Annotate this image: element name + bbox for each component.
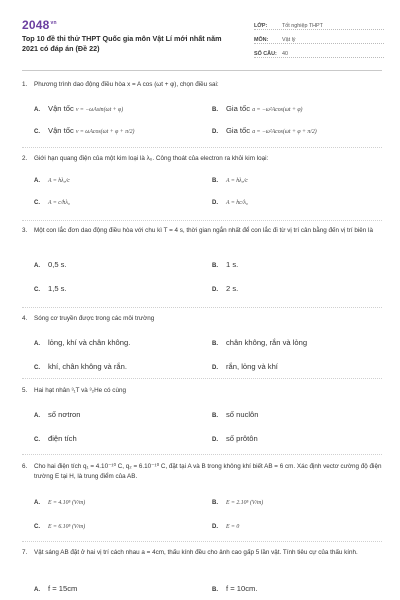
- header-divider: [22, 70, 382, 71]
- meta-class: LỚP: Tốt nghiệp THPT: [254, 18, 384, 30]
- answer-option-d[interactable]: D. 2 s.: [212, 284, 239, 293]
- answer-option-c[interactable]: C. A = c/hλ₀: [34, 200, 70, 206]
- answer-option-a[interactable]: A. Vận tốc v = −ωAsin(ωt + φ): [34, 104, 124, 113]
- question-2: 2. Giới hạn quang điện của một kim loại là λ₀. Công thoát của electron ra khỏi kim loại: A. A = hλ₀/c B. A = hλ₀/c C. A = c/hλ₀ D. A = hc/λ₀: [22, 154, 382, 164]
- answer-option-a[interactable]: A. E = 4.10⁵ (V/m): [34, 500, 86, 506]
- meta-question-count: SỐ CÂU: 40: [254, 46, 384, 58]
- question-stem: Giới hạn quang điện của một kim loại là λ₀. Công thoát của electron ra khỏi kim loại:: [34, 155, 269, 162]
- question-stem: Sóng cơ truyền được trong các môi trường: [34, 315, 155, 322]
- question-divider: [22, 378, 382, 379]
- answer-option-c[interactable]: C. 1,5 s.: [34, 284, 67, 293]
- question-3: 3. Một con lắc đơn dao động điều hòa với chu kì T = 4 s, thời gian ngắn nhất để con lắc đi từ vị trí cân bằng đến vị trí biên là A. 0,5 s. B. 1 s. C. 1,5 s. D. 2 s.: [22, 226, 382, 236]
- question-stem: Cho hai điện tích q₁ = 4.10⁻¹⁰ C, q₂ = 6.10⁻¹⁰ C, đặt tại A và B trong không khí biết AB = 6 cm. Xác định vectơ cường độ điện trường E tại H, là trung điểm của AB.: [34, 463, 382, 480]
- answer-option-c[interactable]: C. khí, chân không và rắn.: [34, 362, 127, 371]
- question-divider: [22, 147, 382, 148]
- question-5: 5. Hai hạt nhân ³₁T và ³₂He có cùng A. số nơtron B. số nuclôn C. điện tích D. số prôtôn: [22, 386, 382, 396]
- question-divider: [22, 454, 382, 455]
- answer-option-d[interactable]: D. rắn, lỏng và khí: [212, 362, 278, 371]
- answer-option-b[interactable]: B. số nuclôn: [212, 410, 259, 419]
- meta-subject: MÔN: Vật lý: [254, 32, 384, 44]
- question-divider: [22, 220, 382, 221]
- answer-option-b[interactable]: B. E = 2.10⁵ (V/m): [212, 500, 264, 506]
- answer-option-a[interactable]: A. 0,5 s.: [34, 260, 67, 269]
- answer-option-c[interactable]: C. điện tích: [34, 434, 77, 443]
- answer-option-b[interactable]: B. 1 s.: [212, 260, 239, 269]
- answer-option-d[interactable]: D. Gia tốc a = −ω²Acos(ωt + φ + π/2): [212, 126, 317, 135]
- answer-option-a[interactable]: A. A = hλ₀/c: [34, 178, 70, 184]
- question-1: 1. Phương trình dao động điều hòa x = A cos (ωt + φ), chọn điều sai: A. Vận tốc v = −ωAsin(ωt + φ) B. Gia tốc a = −ω²Acos(ωt + φ) C. Vận tốc v = ωAcos(ωt + φ + π/2) D. Gia tốc a = −ω²Acos(ωt + φ + π/2): [22, 80, 382, 90]
- answer-option-b[interactable]: B. chân không, rắn và lỏng: [212, 338, 308, 347]
- answer-option-d[interactable]: D. A = hc/λ₀: [212, 200, 248, 206]
- answer-option-b[interactable]: B. Gia tốc a = −ω²Acos(ωt + φ): [212, 104, 303, 113]
- question-stem: Hai hạt nhân ³₁T và ³₂He có cùng: [34, 387, 126, 394]
- answer-option-a[interactable]: A. số nơtron: [34, 410, 81, 419]
- document-header: [22, 14, 382, 66]
- answer-option-b[interactable]: B. f = 10cm.: [212, 584, 258, 593]
- question-stem: Một con lắc đơn dao động điều hòa với chu kì T = 4 s, thời gian ngắn nhất để con lắc đi từ vị trí cân bằng đến vị trí biên là: [34, 227, 373, 234]
- answer-option-c[interactable]: C. Vận tốc v = ωAcos(ωt + φ + π/2): [34, 126, 135, 135]
- document-meta: [254, 18, 384, 60]
- answer-option-d[interactable]: D. E = 0: [212, 524, 240, 530]
- question-6: 6. Cho hai điện tích q₁ = 4.10⁻¹⁰ C, q₂ = 6.10⁻¹⁰ C, đặt tại A và B trong không khí biết AB = 6 cm. Xác định vectơ cường độ điện trường E tại H, là trung điểm của AB. A. E = 4.10⁵ (V/m) B. E = 2.10⁵ (V/m) C. E = 6.10⁵ (V/m) D. E = 0: [22, 463, 382, 530]
- answer-option-a[interactable]: A. f = 15cm: [34, 584, 78, 593]
- question-7: 7. Vật sáng AB đặt ở hai vị trí cách nhau a = 4cm, thấu kính đều cho ảnh cao gấp 5 lần vật. Tính tiêu cự của thấu kính. A. f = 15cm B. f = 10cm.: [22, 548, 382, 558]
- answer-option-d[interactable]: D. số prôtôn: [212, 434, 258, 443]
- question-4: 4. Sóng cơ truyền được trong các môi trường A. lỏng, khí và chân không. B. chân không, rắn và lỏng C. khí, chân không và rắn. D. rắn, lỏng và khí: [22, 314, 382, 324]
- question-divider: [22, 541, 382, 542]
- question-divider: [22, 307, 382, 308]
- answer-option-b[interactable]: B. A = hλ₀/c: [212, 178, 248, 184]
- answer-option-a[interactable]: A. lỏng, khí và chân không.: [34, 338, 131, 347]
- answer-option-c[interactable]: C. E = 6.10⁵ (V/m): [34, 524, 86, 530]
- document-title: Top 10 đề thi thử THPT Quốc gia môn Vật Lí mới nhất năm 2021 có đáp án (Đề 22): [22, 34, 222, 53]
- question-stem: Vật sáng AB đặt ở hai vị trí cách nhau a = 4cm, thấu kính đều cho ảnh cao gấp 5 lần vật. Tính tiêu cự của thấu kính.: [34, 549, 358, 556]
- site-logo[interactable]: $2048^{vn}$: [22, 18, 57, 32]
- question-stem: Phương trình dao động điều hòa x = A cos (ωt + φ), chọn điều sai:: [34, 81, 219, 88]
